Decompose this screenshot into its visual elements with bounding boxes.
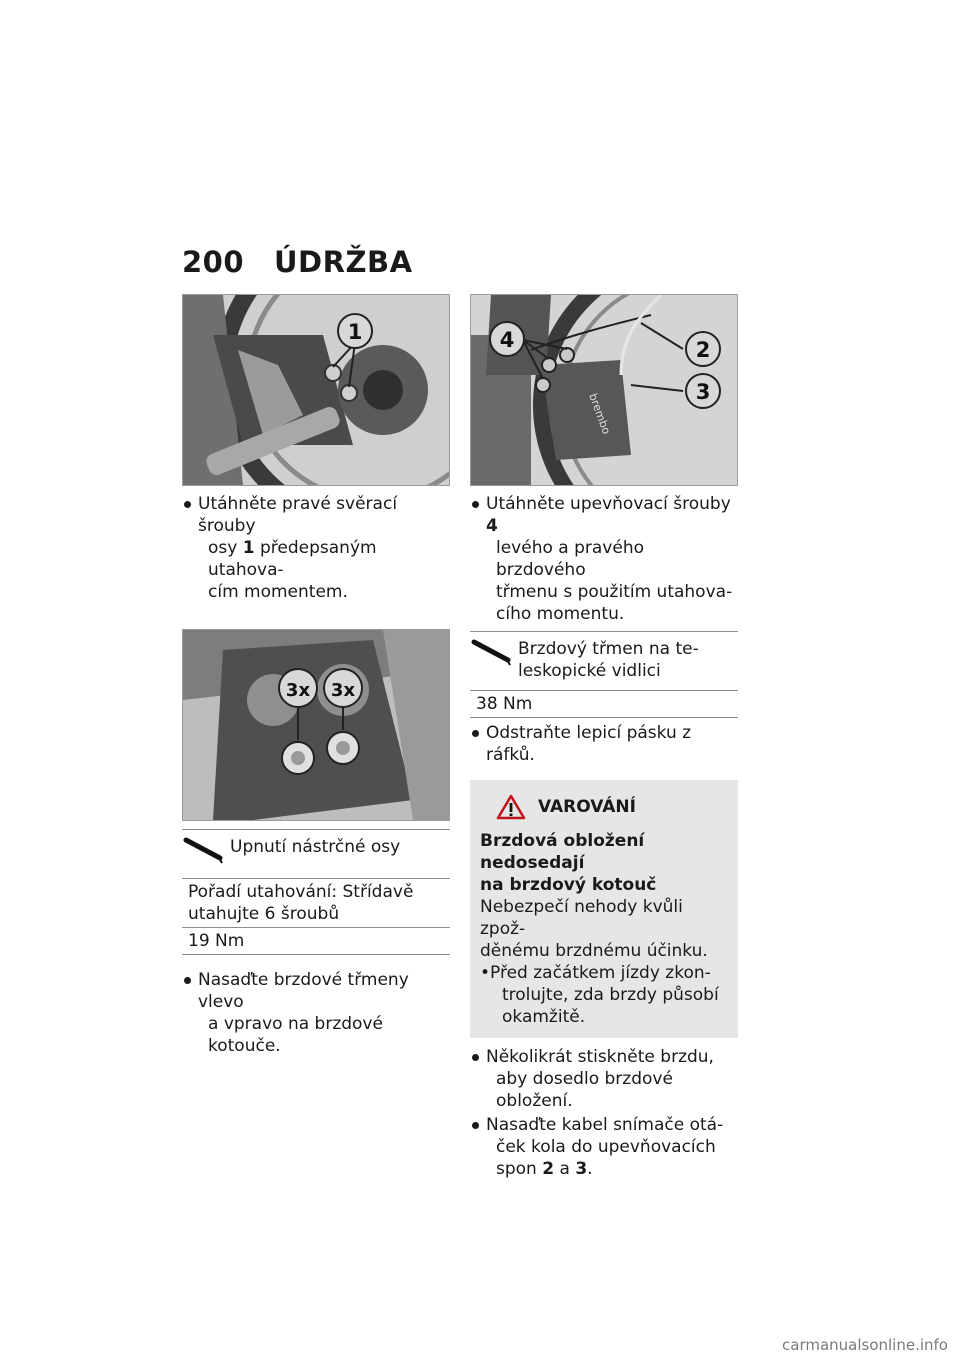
step-text: Utáhněte upevňovací šrouby 4 (486, 494, 731, 536)
step-text: Nasaďte kabel snímače otá- (486, 1115, 724, 1135)
torque-spec-axle (182, 829, 450, 955)
chapter-title: ÚDRŽBA (274, 245, 413, 279)
step-text-cont: osy 1 předepsaným utahova- cím momentem. (208, 538, 377, 602)
step-text-cont: ček kola do upevňovacích spon 2 a 3. (496, 1137, 716, 1179)
torque-wrench-icon (182, 836, 230, 870)
axle-clamp-photo (182, 294, 450, 486)
spec-row-torque: 19 Nm (188, 931, 245, 951)
spec-row-torque: 38 Nm (476, 694, 533, 714)
torque-wrench-icon (470, 638, 518, 672)
step-remove-tape (470, 722, 738, 766)
step-text-cont: aby dosedlo brzdové obložení. (496, 1069, 673, 1111)
step-tighten-axle-bolts (182, 493, 450, 603)
page-number: 200 (182, 245, 245, 279)
warning-heading: Brzdová obložení nedosedají na brzdový kotouč (480, 831, 657, 895)
spec-row-sequence: Pořadí utahování: Střídavě utahujte 6 šroubů (182, 879, 450, 928)
clamp-bolts-photo (182, 629, 450, 821)
clamp-bolts-illustration (183, 630, 449, 820)
caliper-brand-label: brembo (586, 391, 613, 436)
spec-header (470, 632, 738, 691)
photo-callout-4: 4 (499, 328, 515, 352)
step-tighten-caliper-bolts (470, 493, 738, 625)
photo-callout-3x-left: 3x (285, 680, 311, 701)
photo-callout-3: 3 (695, 380, 711, 404)
photo-callout-3x-right: 3x (330, 680, 356, 701)
step-text-cont: a vpravo na brzdové kotouče. (208, 1014, 383, 1056)
spec-label: Upnutí nástrčné osy (230, 837, 401, 857)
brake-caliper-photo (470, 294, 738, 486)
step-fit-calipers (182, 969, 450, 1057)
warning-box (470, 780, 738, 1038)
axle-clamp-illustration (183, 295, 449, 485)
step-text: Utáhněte pravé svěrací šrouby (198, 494, 398, 536)
warning-title (496, 794, 728, 820)
spec-header (182, 830, 450, 879)
step-text: Několikrát stiskněte brzdu, (486, 1047, 714, 1067)
photo-callout-2: 2 (695, 338, 711, 362)
step-text: Nasaďte brzdové třmeny vlevo (198, 970, 409, 1012)
page-header (182, 244, 413, 280)
step-text: Odstraňte lepicí pásku z ráfků. (486, 723, 692, 765)
ref-number: 3 (575, 1159, 588, 1179)
step-fit-sensor-cable (470, 1114, 738, 1180)
brake-caliper-illustration (471, 295, 737, 485)
watermark: carmanualsonline.info (782, 1336, 948, 1354)
warning-triangle-icon (496, 794, 526, 820)
warning-body: Nebezpečí nehody kvůli zpož- děnému brzdnému účinku. (480, 897, 708, 961)
torque-spec-caliper (470, 631, 738, 718)
warning-instruction: • Před začátkem jízdy zkon- trolujte, zda brzdy působí okamžitě. (480, 962, 728, 1028)
step-pump-brake (470, 1046, 738, 1112)
right-column (470, 294, 738, 1180)
left-column (182, 294, 450, 1057)
spec-label: Brzdový třmen na te- leskopické vidlici (518, 639, 699, 681)
ref-number: 1 (242, 538, 255, 558)
photo-callout-1: 1 (347, 320, 363, 344)
ref-number: 4 (486, 516, 498, 536)
warning-label: VAROVÁNÍ (538, 797, 636, 817)
step-text-cont: levého a pravého brzdového třmenu s použitím utahova- cího momentu. (496, 538, 733, 624)
ref-number: 2 (542, 1159, 555, 1179)
